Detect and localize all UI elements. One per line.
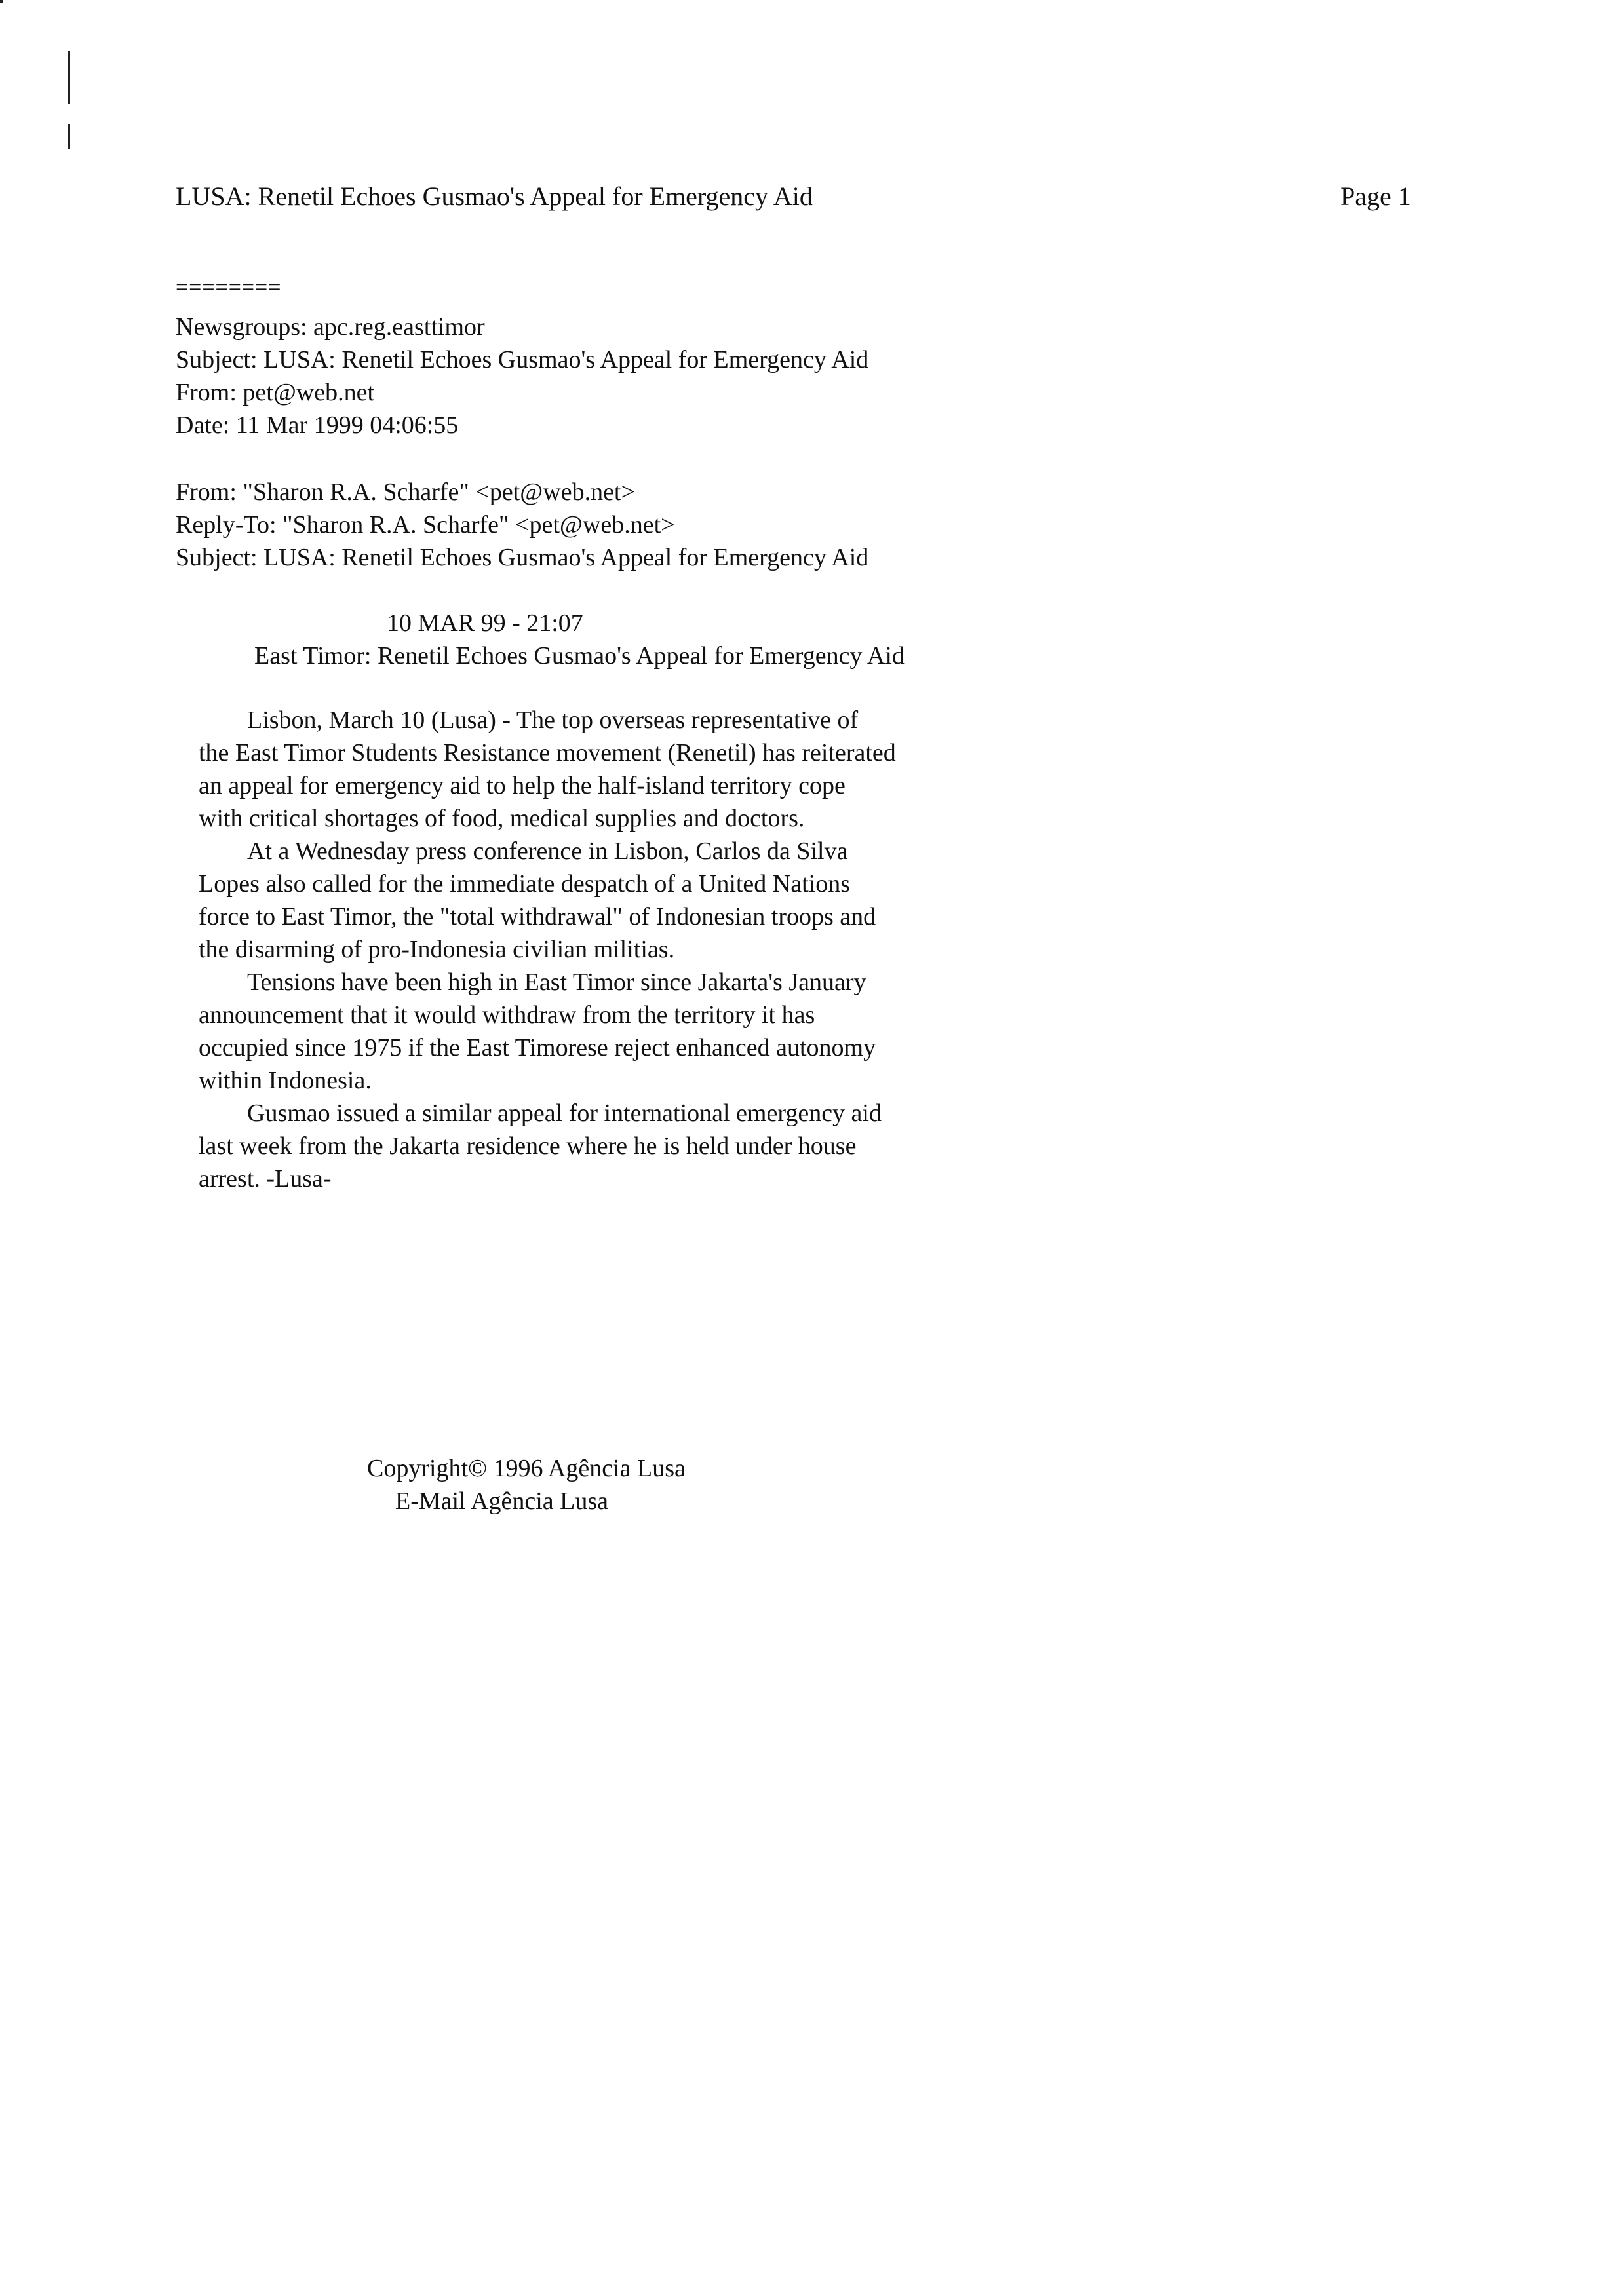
article-line: Gusmao issued a similar appeal for international emergency aid (247, 1100, 882, 1127)
newsgroups-line: Newsgroups: apc.reg.easttimor (176, 313, 485, 341)
article-line: force to East Timor, the "total withdrawal" of Indonesian troops and (199, 903, 876, 930)
date-line: Date: 11 Mar 1999 04:06:55 (176, 411, 459, 439)
copyright-notice: Copyright© 1996 Agência Lusa (367, 1455, 686, 1482)
subject-line: Subject: LUSA: Renetil Echoes Gusmao's Appeal for Emergency Aid (176, 346, 869, 373)
email-agency-link[interactable]: E-Mail Agência Lusa (395, 1487, 609, 1515)
article-body (199, 704, 985, 1195)
article-line: the disarming of pro-Indonesia civilian militias. (199, 936, 675, 963)
from-line: From: pet@web.net (176, 379, 375, 406)
scan-mark-bottom (68, 124, 70, 149)
article-line: within Indonesia. (199, 1067, 372, 1094)
article-line: Tensions have been high in East Timor since Jakarta's January (247, 968, 866, 996)
page-number: Page 1 (1340, 182, 1411, 211)
article-line: arrest. -Lusa- (199, 1165, 332, 1193)
article-line: an appeal for emergency aid to help the half-island territory cope (199, 772, 846, 799)
article-line: last week from the Jakarta residence where he is held under house (199, 1132, 857, 1160)
newsgroup-header (176, 311, 868, 442)
email-header (176, 476, 868, 574)
page-header-title: LUSA: Renetil Echoes Gusmao's Appeal for Emergency Aid (176, 182, 813, 211)
article-line: Lisbon, March 10 (Lusa) - The top overseas representative of (247, 706, 859, 734)
article-line: At a Wednesday press conference in Lisbon, Carlos da Silva (247, 837, 848, 865)
article-line: occupied since 1975 if the East Timorese reject enhanced autonomy (199, 1034, 876, 1062)
email-reply-to-line: Reply-To: "Sharon R.A. Scharfe" <pet@web.net> (176, 511, 675, 539)
article-line: the East Timor Students Resistance movement (Renetil) has reiterated (199, 739, 896, 767)
article-line: Lopes also called for the immediate despatch of a United Nations (199, 870, 851, 898)
email-from-line: From: "Sharon R.A. Scharfe" <pet@web.net> (176, 478, 635, 506)
article-title: East Timor: Renetil Echoes Gusmao's Appeal for Emergency Aid (254, 642, 905, 670)
article-dateline: 10 MAR 99 - 21:07 (387, 609, 583, 637)
article-line: announcement that it would withdraw from the territory it has (199, 1001, 815, 1029)
separator-line: ======== (176, 275, 282, 299)
email-subject-line: Subject: LUSA: Renetil Echoes Gusmao's Appeal for Emergency Aid (176, 544, 869, 571)
scan-mark-corner (0, 0, 3, 3)
scan-mark-top (68, 51, 70, 104)
article-line: with critical shortages of food, medical supplies and doctors. (199, 805, 805, 832)
